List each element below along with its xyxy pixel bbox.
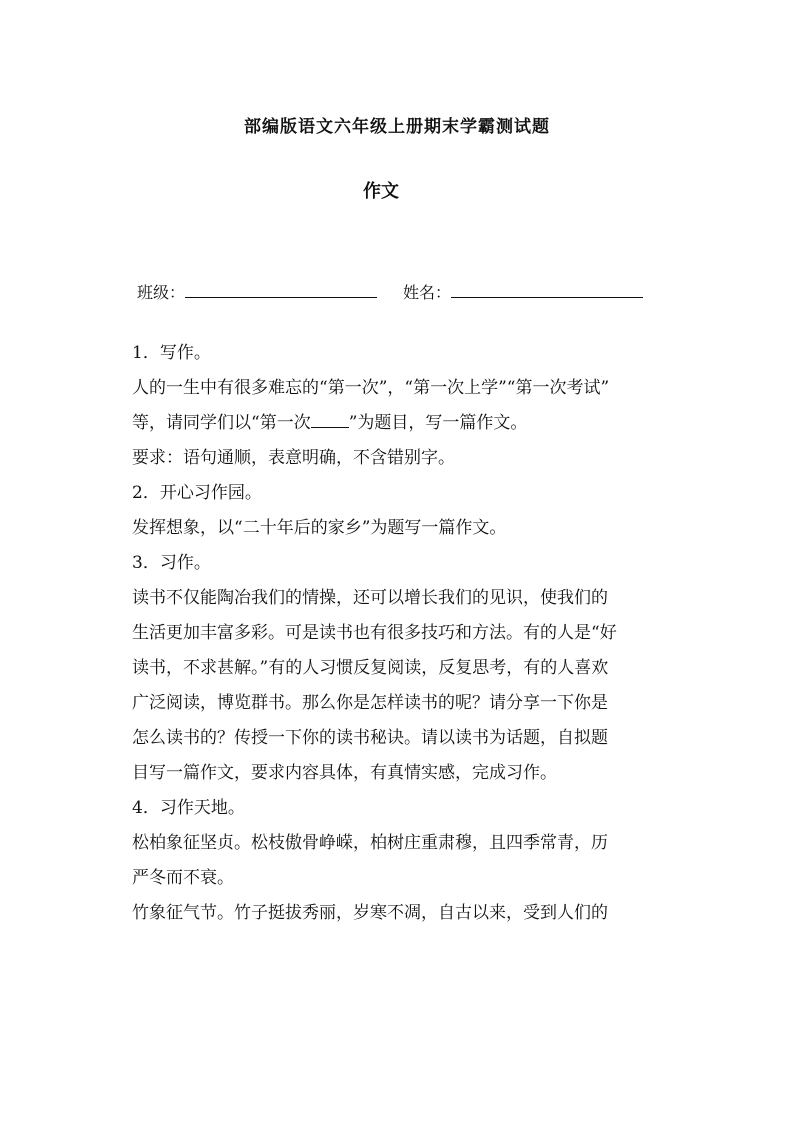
class-label: 班级：: [137, 283, 186, 302]
question-3-text: 广泛阅读，博览群书。那么你是怎样读书的呢？请分享一下你是: [132, 693, 608, 713]
page-title: 部编版语文六年级上册期末学霸测试题: [244, 117, 550, 137]
question-3-text: 目写一篇作文，要求内容具体，有真情实感，完成习作。: [132, 763, 557, 783]
question-1-text: 人的一生中有很多难忘的“第一次”，“第一次上学”“第一次考试”: [132, 378, 610, 398]
question-3-text: 读书，不求甚解。”有的人习惯反复阅读，反复思考，有的人喜欢: [132, 658, 609, 678]
question-1-requirement: 要求：语句通顺，表意明确，不含错别字。: [132, 448, 455, 468]
question-2-text: 发挥想象，以“二十年后的家乡”为题写一篇作文。: [132, 518, 507, 538]
question-1-text: 等，请同学们以“第一次 ”为题目，写一篇作文。: [132, 413, 528, 433]
fill-in-blank: [311, 413, 349, 428]
question-3-text: 生活更加丰富多彩。可是读书也有很多技巧和方法。有的人是“好: [132, 623, 617, 643]
question-3-text: 读书不仅能陶冶我们的情操，还可以增长我们的见识，使我们的: [132, 588, 608, 608]
page-subtitle: 作文: [363, 181, 399, 202]
name-label: 姓名：: [403, 283, 452, 302]
question-2-heading: 2．开心习作园。: [132, 483, 262, 503]
question-4-text: 严冬而不衰。: [132, 868, 234, 888]
question-4-heading: 4．习作天地。: [132, 798, 245, 818]
question-3-heading: 3．习作。: [132, 553, 211, 573]
question-3-text: 怎么读书的？传授一下你的读书秘诀。请以读书为话题，自拟题: [132, 728, 608, 748]
question-1-heading: 1．写作。: [132, 343, 211, 363]
name-blank-line: [451, 283, 643, 298]
student-info-row: [137, 280, 643, 303]
question-4-text: 松柏象征坚贞。松枝傲骨峥嵘，柏树庄重肃穆，且四季常青，历: [132, 833, 608, 853]
question-4-text: 竹象征气节。竹子挺拔秀丽，岁寒不凋，自古以来，受到人们的: [132, 903, 608, 923]
question-list: [132, 336, 672, 931]
class-blank-line: [185, 283, 377, 298]
